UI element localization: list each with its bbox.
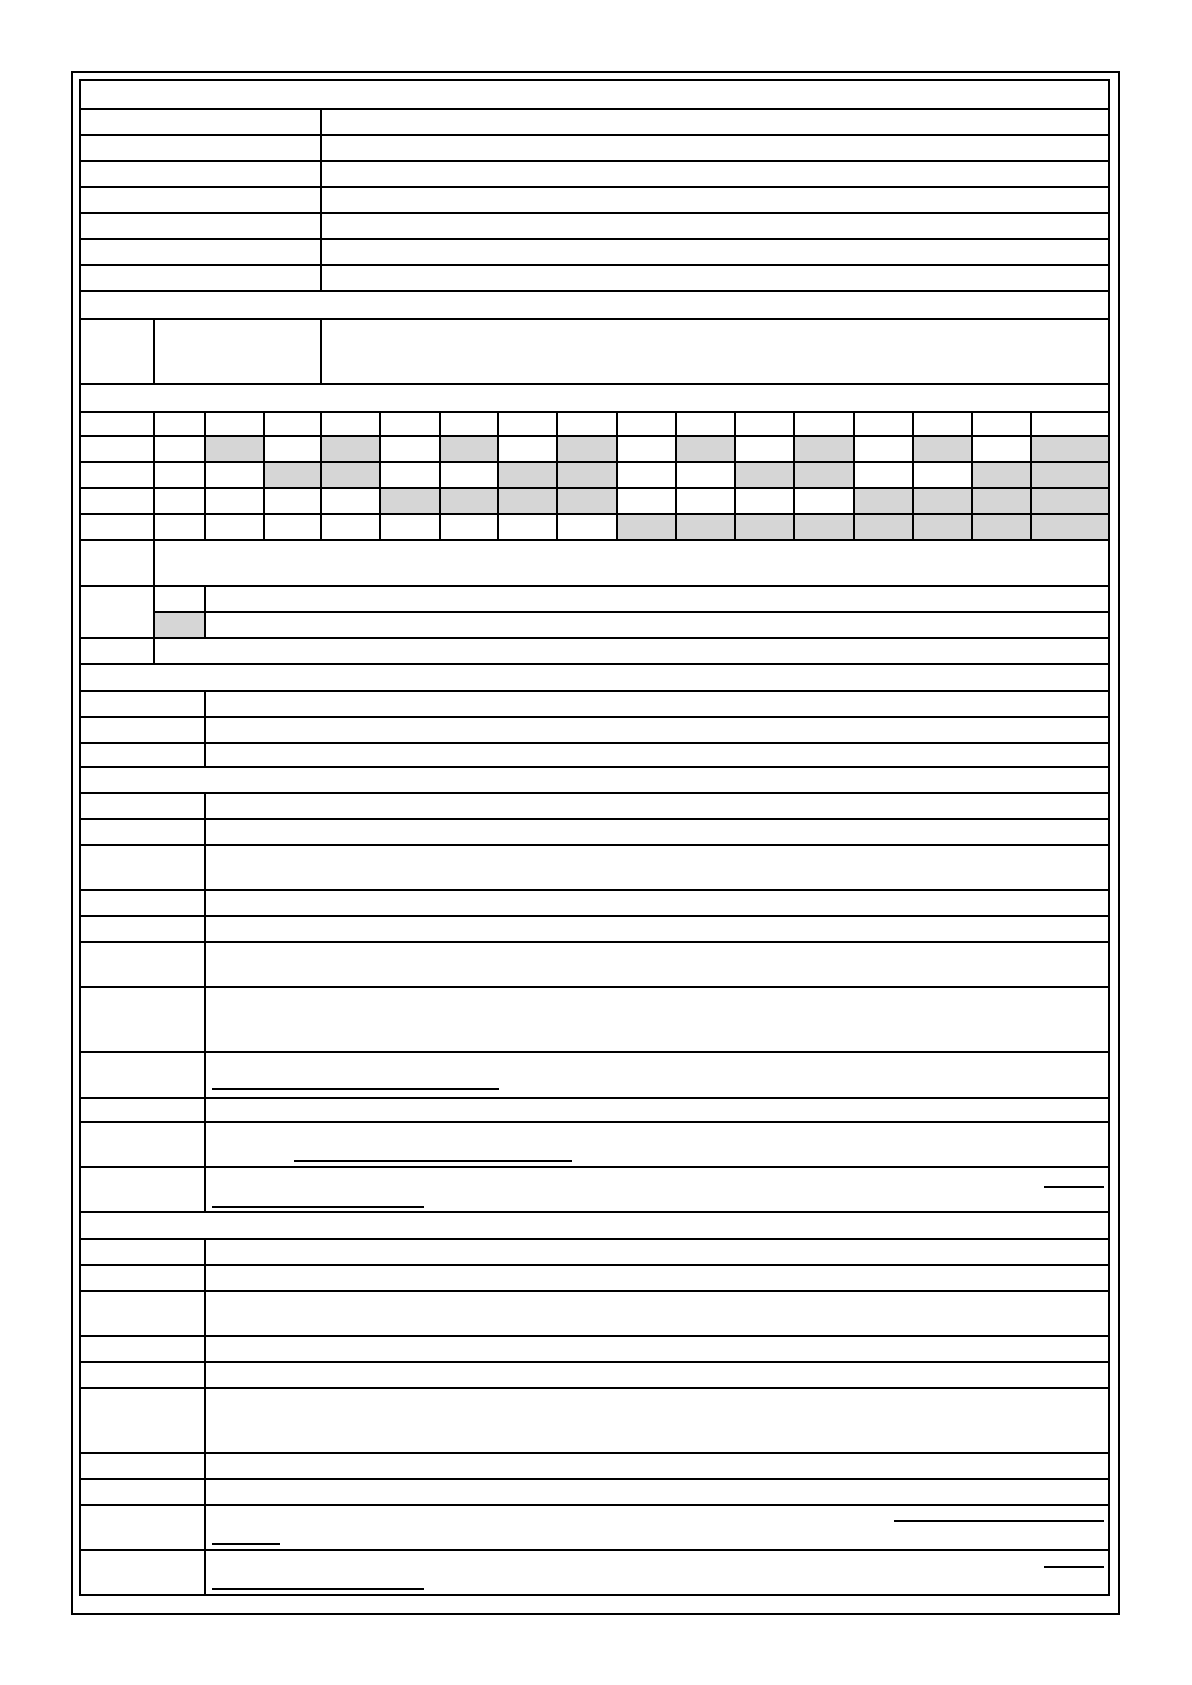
matrix-cell xyxy=(80,488,154,514)
matrix-cell xyxy=(154,436,204,462)
s5-label-5 xyxy=(80,1362,205,1388)
matrix-row xyxy=(80,412,1109,436)
s3-value-3 xyxy=(205,743,1109,767)
s5-value-6 xyxy=(205,1388,1109,1453)
matrix-cell-shaded xyxy=(735,462,794,488)
s5-label-2 xyxy=(80,1265,205,1291)
matrix-cell xyxy=(913,462,972,488)
matrix-cell-shaded xyxy=(794,436,853,462)
note-text-cell xyxy=(154,540,1109,586)
matrix-cell xyxy=(205,412,264,436)
s5-value-1 xyxy=(205,1239,1109,1265)
matrix-cell xyxy=(264,412,321,436)
s3-value-2 xyxy=(205,717,1109,743)
matrix-cell-shaded xyxy=(676,514,735,540)
s4-label-5 xyxy=(80,916,205,942)
matrix-row xyxy=(80,488,1109,514)
info-value-5 xyxy=(321,213,1109,239)
info-value-2 xyxy=(321,135,1109,161)
matrix-cell-shaded xyxy=(972,488,1031,514)
s4-value-7 xyxy=(205,987,1109,1052)
s4-label-8 xyxy=(80,1052,205,1098)
matrix-cell xyxy=(972,436,1031,462)
underline-rule xyxy=(294,1160,572,1162)
matrix-cell-shaded xyxy=(557,436,617,462)
s4-value-5 xyxy=(205,916,1109,942)
matrix-cell-shaded xyxy=(321,462,380,488)
matrix-cell-shaded xyxy=(854,488,913,514)
section-heading-5 xyxy=(80,1212,1109,1239)
s4-label-4 xyxy=(80,890,205,916)
matrix-cell-shaded xyxy=(498,488,557,514)
info-value-1 xyxy=(321,109,1109,135)
matrix-cell-shaded xyxy=(794,462,853,488)
matrix-cell-shaded xyxy=(440,488,498,514)
matrix-cell-shaded xyxy=(794,514,853,540)
s4-label-11 xyxy=(80,1167,205,1212)
s5-label-9 xyxy=(80,1505,205,1550)
s5-value-5 xyxy=(205,1362,1109,1388)
matrix-cell-shaded xyxy=(617,514,675,540)
underline-rule xyxy=(1044,1566,1104,1568)
underline-rule xyxy=(212,1543,280,1545)
matrix-cell xyxy=(440,462,498,488)
matrix-cell xyxy=(264,488,321,514)
matrix-cell xyxy=(735,436,794,462)
underline-rule xyxy=(894,1520,1104,1522)
matrix-cell xyxy=(794,488,853,514)
matrix-cell xyxy=(154,412,204,436)
matrix-cell xyxy=(676,412,735,436)
matrix-cell-shaded xyxy=(972,514,1031,540)
s5-value-3 xyxy=(205,1291,1109,1336)
s4-value-6 xyxy=(205,942,1109,987)
matrix-cell xyxy=(913,412,972,436)
info-label-5 xyxy=(80,213,321,239)
matrix-cell xyxy=(264,436,321,462)
matrix-cell xyxy=(380,462,439,488)
matrix-cell xyxy=(972,412,1031,436)
info-value-4 xyxy=(321,187,1109,213)
s4-label-3 xyxy=(80,845,205,890)
info-label-2 xyxy=(80,135,321,161)
s5-label-8 xyxy=(80,1479,205,1505)
matrix-cell xyxy=(440,412,498,436)
s4-label-7 xyxy=(80,987,205,1052)
matrix-cell-shaded xyxy=(913,514,972,540)
s5-label-4 xyxy=(80,1336,205,1362)
matrix-cell xyxy=(380,436,439,462)
matrix-cell xyxy=(205,488,264,514)
matrix-cell xyxy=(380,412,439,436)
matrix-cell xyxy=(854,436,913,462)
info-value-3 xyxy=(321,161,1109,187)
info-value-7 xyxy=(321,265,1109,291)
section-heading-3 xyxy=(80,664,1109,691)
matrix-cell xyxy=(498,412,557,436)
matrix-cell-shaded xyxy=(854,514,913,540)
matrix-cell-shaded xyxy=(1031,514,1109,540)
s5-value-2 xyxy=(205,1265,1109,1291)
s5-label-3 xyxy=(80,1291,205,1336)
underline-rule xyxy=(1044,1186,1104,1188)
legend-label-cell xyxy=(80,586,154,638)
matrix-cell xyxy=(617,412,675,436)
info-label-3 xyxy=(80,161,321,187)
s5-label-10 xyxy=(80,1550,205,1595)
matrix-cell-shaded xyxy=(1031,488,1109,514)
header-title-cell xyxy=(80,80,1109,109)
s4-label-9 xyxy=(80,1098,205,1122)
matrix-cell xyxy=(676,462,735,488)
s3-label-1 xyxy=(80,691,205,717)
matrix-cell xyxy=(735,488,794,514)
matrix-cell xyxy=(617,488,675,514)
s5-label-6 xyxy=(80,1388,205,1453)
matrix-cell xyxy=(154,462,204,488)
matrix-cell-shaded xyxy=(972,462,1031,488)
s4-value-4 xyxy=(205,890,1109,916)
s5-value-7 xyxy=(205,1453,1109,1479)
matrix-cell xyxy=(80,412,154,436)
desc-id-cell xyxy=(80,319,154,384)
legend-swatch-shaded xyxy=(154,612,204,638)
matrix-cell xyxy=(735,412,794,436)
s5-value-9 xyxy=(205,1505,1109,1550)
info-label-7 xyxy=(80,265,321,291)
s4-value-8 xyxy=(205,1052,1109,1098)
matrix-cell xyxy=(80,514,154,540)
note-id-cell xyxy=(80,540,154,586)
matrix-cell xyxy=(557,514,617,540)
matrix-cell xyxy=(154,514,204,540)
s4-label-1 xyxy=(80,793,205,819)
info-label-4 xyxy=(80,187,321,213)
s5-label-1 xyxy=(80,1239,205,1265)
s4-label-10 xyxy=(80,1122,205,1167)
legend-text-shaded xyxy=(205,612,1109,638)
matrix-cell xyxy=(1031,412,1109,436)
s4-value-3 xyxy=(205,845,1109,890)
legend-swatch-unshaded xyxy=(154,586,204,612)
matrix-cell xyxy=(498,436,557,462)
s4-label-6 xyxy=(80,942,205,987)
matrix-cell-shaded xyxy=(557,462,617,488)
matrix-cell xyxy=(205,462,264,488)
s5-value-8 xyxy=(205,1479,1109,1505)
matrix-cell-shaded xyxy=(1031,436,1109,462)
matrix-cell xyxy=(80,462,154,488)
matrix-cell xyxy=(321,514,380,540)
s3-label-3 xyxy=(80,743,205,767)
s3-value-1 xyxy=(205,691,1109,717)
matrix-cell xyxy=(854,462,913,488)
s4-label-2 xyxy=(80,819,205,845)
matrix-cell xyxy=(321,412,380,436)
matrix-cell xyxy=(617,462,675,488)
s3-label-2 xyxy=(80,717,205,743)
matrix-cell xyxy=(557,412,617,436)
desc-label-cell xyxy=(154,319,321,384)
matrix-cell xyxy=(154,488,204,514)
matrix-row xyxy=(80,462,1109,488)
matrix-cell xyxy=(794,412,853,436)
section-heading-4 xyxy=(80,767,1109,793)
section-heading-1 xyxy=(80,291,1109,319)
s5-label-7 xyxy=(80,1453,205,1479)
s4-value-1 xyxy=(205,793,1109,819)
matrix-cell xyxy=(440,514,498,540)
matrix-cell xyxy=(676,488,735,514)
s4-value-2 xyxy=(205,819,1109,845)
legend-text-unshaded xyxy=(205,586,1109,612)
matrix-cell xyxy=(80,436,154,462)
matrix-cell-shaded xyxy=(380,488,439,514)
matrix-cell-shaded xyxy=(264,462,321,488)
matrix-cell xyxy=(498,514,557,540)
matrix-cell-shaded xyxy=(676,436,735,462)
matrix-cell-shaded xyxy=(321,436,380,462)
matrix-cell xyxy=(617,436,675,462)
underline-rule xyxy=(212,1588,424,1590)
section-heading-2 xyxy=(80,384,1109,412)
s4-value-9 xyxy=(205,1098,1109,1122)
remark-id-cell xyxy=(80,638,154,664)
matrix-cell xyxy=(321,488,380,514)
matrix-cell xyxy=(205,514,264,540)
matrix-cell-shaded xyxy=(205,436,264,462)
info-label-6 xyxy=(80,239,321,265)
info-label-1 xyxy=(80,109,321,135)
matrix-cell-shaded xyxy=(1031,462,1109,488)
matrix-cell-shaded xyxy=(913,488,972,514)
shading-matrix xyxy=(80,412,1109,540)
info-value-6 xyxy=(321,239,1109,265)
matrix-cell xyxy=(264,514,321,540)
matrix-cell-shaded xyxy=(557,488,617,514)
matrix-cell-shaded xyxy=(498,462,557,488)
matrix-cell-shaded xyxy=(735,514,794,540)
matrix-cell xyxy=(380,514,439,540)
underline-rule xyxy=(212,1088,499,1090)
desc-value-cell xyxy=(321,319,1109,384)
matrix-row xyxy=(80,514,1109,540)
matrix-row xyxy=(80,436,1109,462)
remark-text-cell xyxy=(154,638,1109,664)
underline-rule xyxy=(212,1206,424,1208)
matrix-cell-shaded xyxy=(440,436,498,462)
matrix-cell-shaded xyxy=(913,436,972,462)
document-grid xyxy=(79,79,1110,1596)
matrix-cell xyxy=(854,412,913,436)
s5-value-4 xyxy=(205,1336,1109,1362)
